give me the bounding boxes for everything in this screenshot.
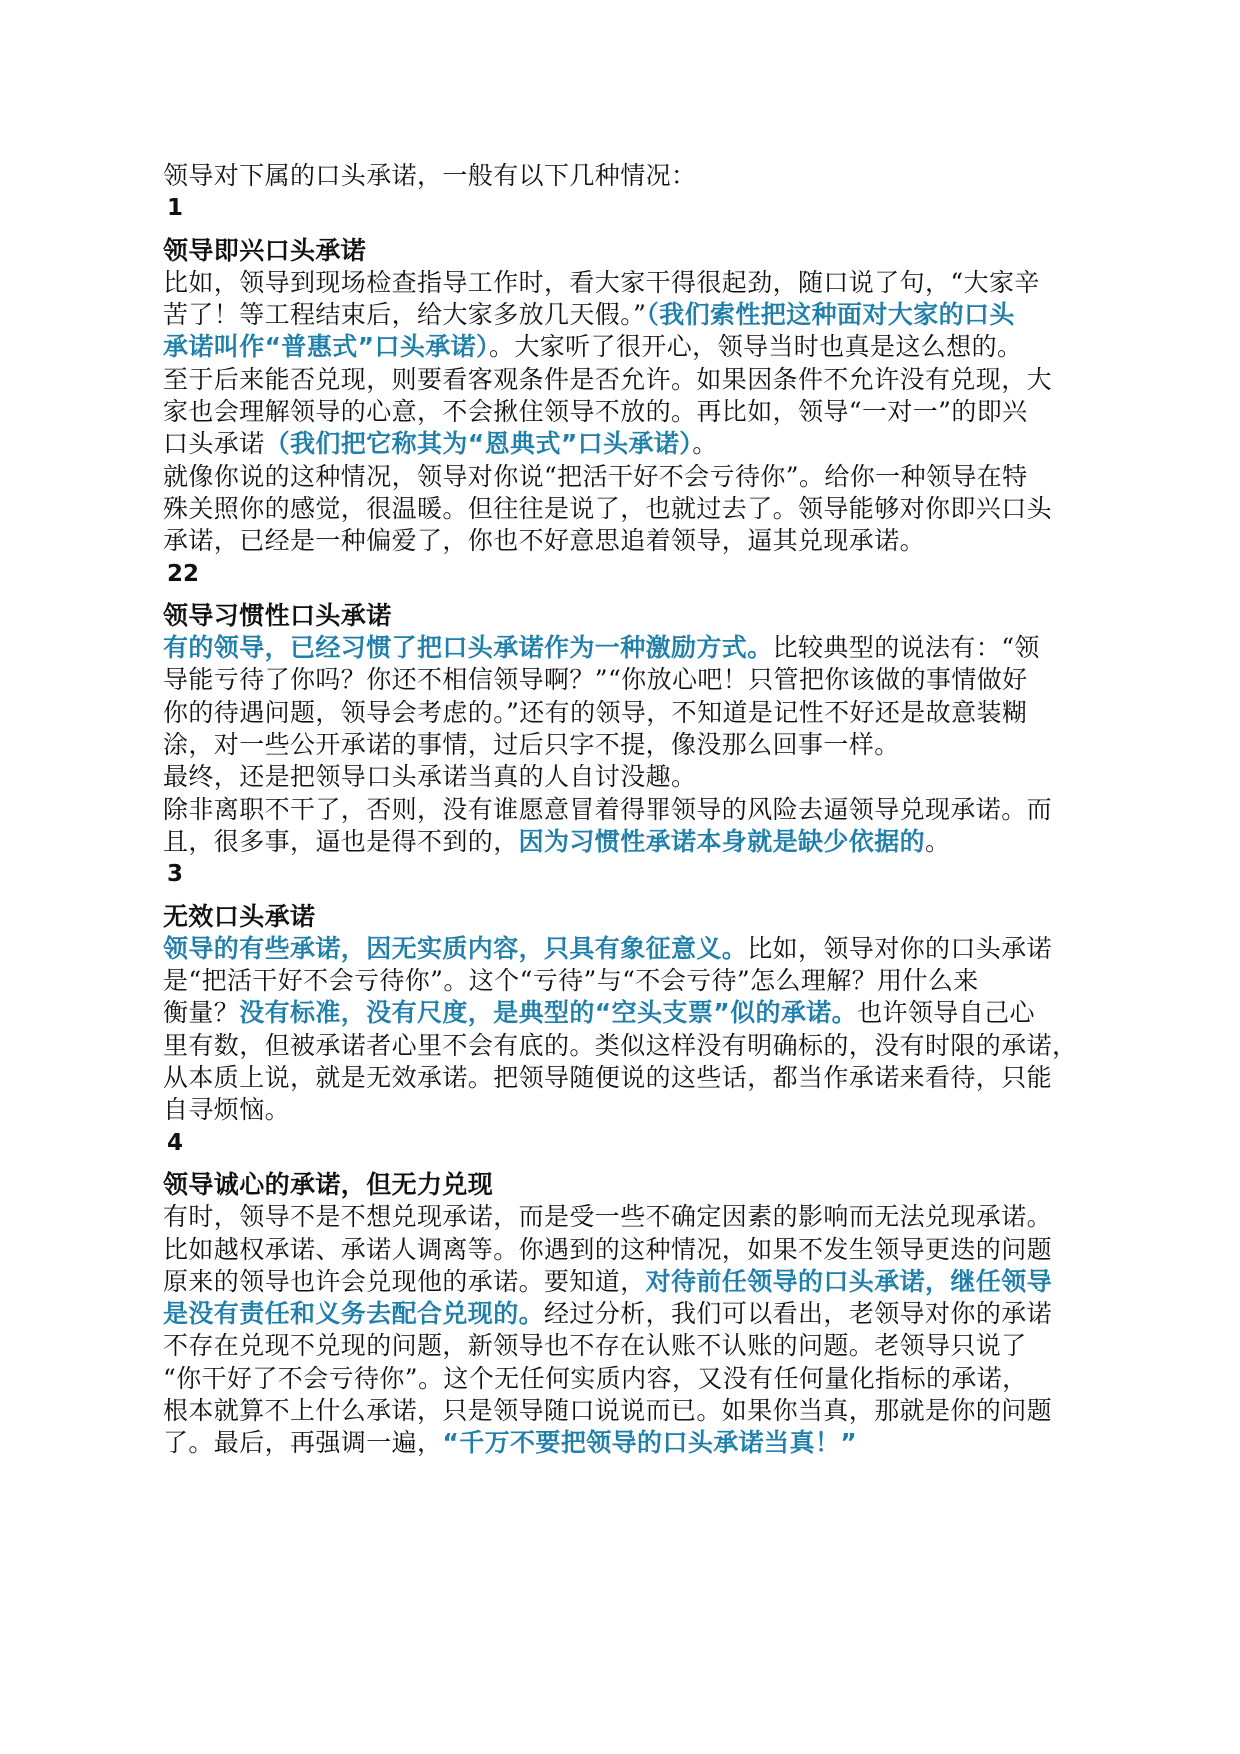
body-text: 殊关照你的感觉，很温暖。但往往是说了，也就过去了。领导能够对你即兴口头 [163, 493, 1053, 523]
section-spacer [163, 590, 1093, 600]
body-text: 不存在兑现不兑现的问题，新领导也不存在认账不认账的问题。老领导只说了 [163, 1331, 1027, 1361]
section-spacer [163, 891, 1093, 901]
body-text: 从本质上说，就是无效承诺。把领导随便说的这些话，都当作承诺来看待，只能 [163, 1063, 1053, 1093]
paragraph-line [163, 664, 1093, 696]
paragraph-line [163, 632, 1093, 664]
body-text: 除非离职不干了，否则，没有谁愿意冒着得罪领导的风险去逼领导兑现承诺。而 [163, 794, 1053, 824]
paragraph-line [163, 396, 1093, 428]
paragraph-line [163, 1330, 1093, 1362]
section-list [163, 192, 1093, 1459]
highlighted-text: （我们索性把这种面对大家的口头 [646, 300, 1015, 330]
body-text: 口头承诺 [163, 429, 265, 459]
body-text: 原来的领导也许会兑现他的承诺。要知道， [163, 1266, 646, 1296]
body-text: 。 [692, 429, 718, 459]
section-heading: 领导习惯性口头承诺 [163, 600, 392, 630]
body-text: 。大家听了很开心，领导当时也真是这么想的。 [488, 332, 1023, 362]
body-text: 导能亏待了你吗？你还不相信领导啊？”“你放心吧！只管把你该做的事情做好 [163, 665, 1028, 695]
body-text: 自寻烦恼。 [163, 1095, 291, 1125]
body-text: 苦了！等工程结束后，给大家多放几天假。” [163, 300, 647, 330]
body-text: 根本就算不上什么承诺，只是领导随口说说而已。如果你当真，那就是你的问题 [163, 1395, 1053, 1425]
highlighted-text: 领导的有些承诺，因无实质内容，只具有象征意义。 [163, 933, 748, 963]
paragraph-line [163, 1363, 1093, 1395]
paragraph-line [163, 965, 1093, 997]
body-text: 涂，对一些公开承诺的事情，过后只字不提，像没那么回事一样。 [163, 730, 900, 760]
section [163, 858, 1093, 1126]
section-number: 3 [167, 861, 184, 888]
section-spacer [163, 1159, 1093, 1169]
body-text: 承诺，已经是一种偏爱了，你也不好意思追着领导，逼其兑现承诺。 [163, 526, 926, 556]
highlighted-text: 承诺叫作“普惠式”口头承诺） [163, 332, 489, 362]
body-text: “你干好了不会亏待你”。这个无任何实质内容，又没有任何量化指标的承诺， [163, 1363, 1028, 1393]
paragraph-line [163, 364, 1093, 396]
highlighted-text: “千万不要把领导的口头承诺当真！” [442, 1428, 858, 1458]
paragraph-line [163, 761, 1093, 793]
section-number: 22 [167, 560, 200, 587]
section-spacer [163, 225, 1093, 235]
body-text: 衡量？ [163, 998, 240, 1028]
paragraph-line [163, 1094, 1093, 1126]
section [163, 1127, 1093, 1460]
highlighted-text: 是没有责任和义务去配合兑现的。 [163, 1299, 545, 1329]
body-text: 有时，领导不是不想兑现承诺，而是受一些不确定因素的影响而无法兑现承诺。 [163, 1202, 1053, 1232]
paragraph-line [163, 697, 1093, 729]
body-text: 就像你说的这种情况，领导对你说“把活干好不会亏待你”。给你一种领导在特 [163, 461, 1028, 491]
body-text: 了。最后，再强调一遍， [163, 1428, 443, 1458]
section [163, 192, 1093, 557]
article-body [163, 160, 1093, 1460]
highlighted-text: 有的领导，已经习惯了把口头承诺作为一种激励方式。 [163, 633, 773, 663]
paragraph-line [163, 997, 1093, 1029]
paragraph-line [163, 525, 1093, 557]
body-text: 你的待遇问题，领导会考虑的。”还有的领导，不知道是记性不好还是故意装糊 [163, 697, 1028, 727]
body-text: 最终，还是把领导口头承诺当真的人自讨没趣。 [163, 762, 697, 792]
body-text: 且，很多事，逼也是得不到的， [163, 826, 519, 856]
paragraph-line [163, 1030, 1093, 1062]
paragraph-line [163, 1234, 1093, 1266]
section [163, 558, 1093, 859]
paragraph-line [163, 428, 1093, 460]
section-heading: 领导即兴口头承诺 [163, 235, 367, 265]
body-text: 经过分析，我们可以看出，老领导对你的承诺 [544, 1299, 1053, 1329]
body-text: 也许领导自己心 [857, 998, 1035, 1028]
body-text: 比如，领导对你的口头承诺 [747, 933, 1053, 963]
body-text: 是“把活干好不会亏待你”。这个“亏待”与“不会亏待”怎么理解？用什么来 [163, 966, 979, 996]
section-heading: 领导诚心的承诺，但无力兑现 [163, 1169, 494, 1199]
section-number: 4 [167, 1129, 184, 1156]
section-number: 1 [167, 195, 184, 222]
paragraph-line [163, 1266, 1093, 1298]
highlighted-text: 对待前任领导的口头承诺，继任领导 [645, 1266, 1053, 1296]
body-text: 至于后来能否兑现，则要看客观条件是否允许。如果因条件不允许没有兑现，大 [163, 364, 1053, 394]
paragraph-line [163, 461, 1093, 493]
paragraph-line [163, 267, 1093, 299]
section-heading: 无效口头承诺 [163, 901, 316, 931]
paragraph-line [163, 826, 1093, 858]
paragraph-line [163, 493, 1093, 525]
body-text: 家也会理解领导的心意，不会揪住领导不放的。再比如，领导“一对一”的即兴 [163, 397, 1028, 427]
body-text: 比较典型的说法有：“领 [772, 633, 1040, 663]
body-text: 里有数，但被承诺者心里不会有底的。类似这样没有明确标的，没有时限的承诺， [163, 1030, 1078, 1060]
intro-text: 领导对下属的口头承诺，一般有以下几种情况： [163, 161, 697, 190]
paragraph-line [163, 729, 1093, 761]
highlighted-text: （我们把它称其为“恩典式”口头承诺） [264, 429, 693, 459]
highlighted-text: 没有标准，没有尺度，是典型的“空头支票”似的承诺。 [239, 998, 858, 1028]
paragraph-line [163, 1062, 1093, 1094]
paragraph-line [163, 299, 1093, 331]
paragraph-line [163, 331, 1093, 363]
paragraph-line [163, 933, 1093, 965]
body-text: 比如越权承诺、承诺人调离等。你遇到的这种情况，如果不发生领导更迭的问题 [163, 1234, 1053, 1264]
paragraph-line [163, 1395, 1093, 1427]
body-text: 比如，领导到现场检查指导工作时，看大家干得很起劲，随口说了句，“大家辛 [163, 267, 1040, 297]
paragraph-line [163, 1298, 1093, 1330]
body-text: 。 [925, 826, 951, 856]
paragraph-line [163, 1201, 1093, 1233]
paragraph-line [163, 1427, 1093, 1459]
highlighted-text: 因为习惯性承诺本身就是缺少依据的 [518, 826, 926, 856]
paragraph-line [163, 794, 1093, 826]
